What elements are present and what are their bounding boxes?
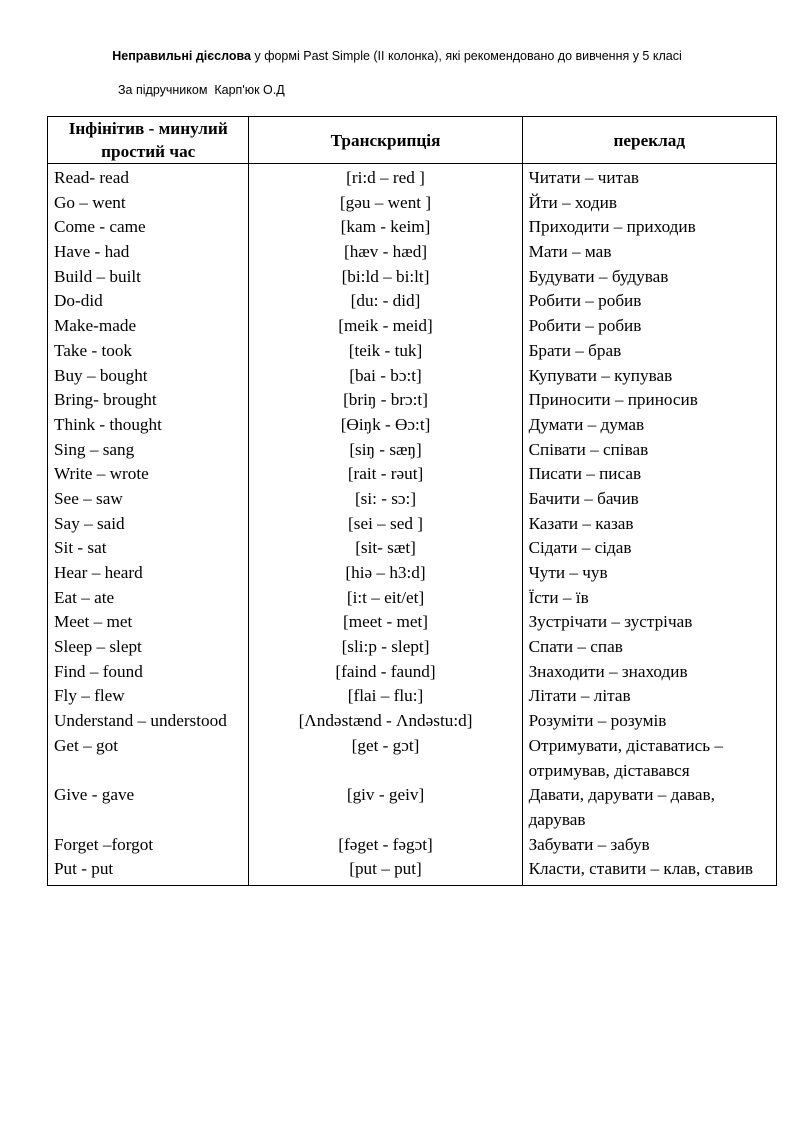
verb-cell: Get – got bbox=[54, 735, 118, 755]
page-title bbox=[0, 49, 794, 63]
verb-cell: Go – went bbox=[54, 192, 126, 212]
transcription-cell: [bai - bɔ:t] bbox=[349, 365, 422, 385]
transcription-cell: [siŋ - sæŋ] bbox=[349, 439, 422, 459]
table-body-row bbox=[48, 164, 777, 886]
transcription-cell: [hiə – h3:d] bbox=[345, 563, 426, 582]
verb-cell: Do-did bbox=[54, 291, 103, 311]
header-translation: переклад bbox=[522, 117, 776, 164]
table-header-row bbox=[48, 117, 777, 164]
translation-cell: Брати – брав bbox=[528, 340, 622, 360]
transcription-cell: [hæv - hæd] bbox=[343, 242, 428, 262]
transcription-cell: [rait - rəut] bbox=[347, 464, 424, 484]
verb-column bbox=[48, 164, 249, 886]
irregular-verbs-table bbox=[47, 116, 777, 886]
verb-cell: Fly – flew bbox=[54, 686, 125, 706]
transcription-cell: [sei – sed ] bbox=[348, 513, 423, 533]
translation-cell: Класти, ставити – клав, ставив bbox=[528, 859, 754, 879]
verb-cell: Write – wrote bbox=[54, 464, 149, 484]
verb-cell: Sing – sang bbox=[54, 439, 135, 459]
transcription-cell: [get - gɔt] bbox=[351, 735, 420, 755]
translation-cell: Давати, дарувати – давав, дарував bbox=[528, 785, 715, 829]
transcription-cell: [fəget - fəgɔt] bbox=[338, 834, 433, 854]
page-subtitle: За підручником Карп'юк О.Д bbox=[118, 83, 285, 97]
verb-cell: Understand – understood bbox=[54, 711, 227, 731]
translation-cell: Спати – спав bbox=[528, 637, 623, 657]
verb-cell: Think - thought bbox=[54, 414, 162, 434]
verb-cell: Sit - sat bbox=[54, 538, 107, 558]
translation-cell: Зустрічати – зустрічав bbox=[528, 612, 693, 632]
translation-cell: Приносити – приносив bbox=[528, 390, 698, 410]
transcription-cell: [briŋ - brɔ:t] bbox=[343, 390, 428, 410]
verb-cell: See – saw bbox=[54, 488, 123, 508]
translation-cell: Знаходити – знаходив bbox=[528, 661, 688, 681]
verb-cell: Meet – met bbox=[54, 612, 133, 632]
verb-cell: Have - had bbox=[54, 242, 130, 262]
verb-cell: Read- read bbox=[54, 168, 129, 187]
transcription-cell: [sli:p - slept] bbox=[341, 637, 430, 657]
verb-cell: Build – built bbox=[54, 266, 141, 286]
verb-cell: Take - took bbox=[54, 340, 133, 360]
translation-cell: Забувати – забув bbox=[528, 834, 650, 854]
translation-cell: Співати – співав bbox=[528, 439, 649, 459]
translation-cell: Чути – чув bbox=[528, 563, 608, 582]
transcription-column bbox=[249, 164, 522, 886]
translation-cell: Купувати – купував bbox=[528, 365, 673, 385]
verb-cell: Eat – ate bbox=[54, 587, 115, 607]
translation-cell: Йти – ходив bbox=[528, 192, 617, 212]
translation-cell: Їсти – їв bbox=[528, 587, 589, 607]
translation-cell: Приходити – приходив bbox=[528, 217, 696, 237]
header-transcription: Транскрипція bbox=[249, 117, 522, 164]
title-rest: у формі Past Simple (II колонка), які рекомендовано до вивчення у 5 класі bbox=[251, 49, 682, 63]
translation-cell: Бачити – бачив bbox=[528, 488, 639, 508]
translation-cell: Казати – казав bbox=[528, 513, 634, 533]
transcription-cell: [flai – flu:] bbox=[347, 686, 424, 706]
transcription-cell: [Ɵiŋk - Ɵɔ:t] bbox=[340, 414, 431, 434]
transcription-cell: [i:t – eit/et] bbox=[346, 587, 425, 607]
transcription-cell: [put – put] bbox=[349, 859, 422, 879]
verb-cell: Sleep – slept bbox=[54, 637, 142, 657]
verb-cell: Buy – bought bbox=[54, 365, 148, 385]
transcription-cell: [faind - faund] bbox=[335, 661, 436, 681]
verb-cell: Give - gave bbox=[54, 785, 135, 805]
translation-cell: Думати – думав bbox=[528, 414, 645, 434]
translation-cell: Розуміти – розумів bbox=[528, 711, 667, 731]
translation-cell: Робити – робив bbox=[528, 316, 642, 336]
translation-cell: Робити – робив bbox=[528, 291, 642, 311]
title-bold: Неправильні дієслова bbox=[112, 49, 251, 63]
translation-cell: Читати – читав bbox=[528, 168, 640, 187]
transcription-cell: [si: - sɔ:] bbox=[354, 488, 417, 508]
transcription-cell: [teik - tuk] bbox=[348, 340, 423, 360]
translation-cell: Мати – мав bbox=[528, 242, 612, 262]
transcription-cell: [gəu – went ] bbox=[339, 192, 432, 212]
translation-cell: Літати – літав bbox=[528, 686, 631, 706]
transcription-cell: [meet - met] bbox=[343, 612, 428, 632]
verb-cell: Say – said bbox=[54, 513, 125, 533]
translation-cell: Писати – писав bbox=[528, 464, 642, 484]
transcription-cell: [giv - geiv] bbox=[346, 785, 425, 805]
verb-cell: Hear – heard bbox=[54, 563, 143, 582]
verb-cell: Put - put bbox=[54, 859, 114, 879]
transcription-cell: [du: - did] bbox=[350, 291, 421, 311]
transcription-cell: [meik - meid] bbox=[338, 316, 433, 336]
transcription-cell: [kam - keim] bbox=[340, 217, 431, 237]
transcription-cell: [ri:d – red ] bbox=[346, 168, 425, 187]
verb-cell: Forget –forgot bbox=[54, 834, 154, 854]
verb-cell: Find – found bbox=[54, 661, 143, 681]
verb-cell: Come - came bbox=[54, 217, 146, 237]
transcription-cell: [Ʌndəstænd - Ʌndəstu:d] bbox=[298, 711, 473, 731]
header-infinitive: Інфінітив - минулий простий час bbox=[48, 117, 249, 164]
translation-column bbox=[522, 164, 776, 886]
translation-cell: Сідати – сідав bbox=[528, 538, 632, 558]
verb-cell: Bring- brought bbox=[54, 390, 157, 410]
transcription-cell: [sit- sæt] bbox=[355, 538, 416, 558]
translation-cell: Отримувати, діставатись – отримував, діставався bbox=[528, 735, 723, 780]
transcription-cell: [bi:ld – bi:lt] bbox=[341, 266, 430, 286]
verb-cell: Make-made bbox=[54, 316, 137, 336]
translation-cell: Будувати – будував bbox=[528, 266, 669, 286]
